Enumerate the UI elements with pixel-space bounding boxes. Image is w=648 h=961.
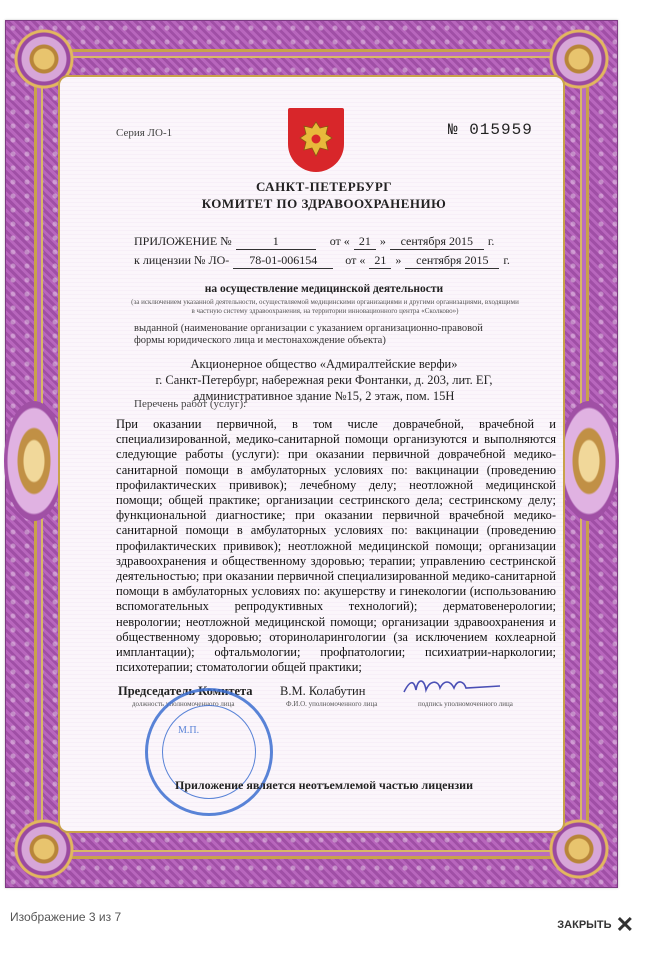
appendix-line: ПРИЛОЖЕНИЕ № 1 от « 21 » сентября 2015 г. — [134, 234, 495, 248]
issued-label: выданной — [134, 323, 179, 334]
issued-block — [134, 323, 514, 347]
date-month-2: сентября 2015 — [405, 253, 499, 269]
stamp-mark: М.П. — [178, 725, 200, 736]
date-suffix: г. — [487, 234, 495, 248]
date-suffix-2: г. — [503, 253, 510, 267]
activity-title: на осуществление медицинской деятельности — [204, 283, 444, 295]
license-label: к лицензии № ЛО- — [134, 253, 230, 267]
document-footer: Приложение является неотъемлемой частью лицензии — [174, 778, 474, 792]
license-number: 78-01-006154 — [233, 253, 333, 269]
signer-name-note: Ф.И.О. уполномоченного лица — [286, 700, 378, 708]
committee-title: КОМИТЕТ ПО ЗДРАВООХРАНЕНИЮ — [201, 196, 447, 211]
issued-note: (наименование организации с указанием организационно-правовой формы юридического лица и местонахождение объекта) — [134, 323, 483, 346]
date-from-label: от « — [329, 234, 350, 248]
signer-title-note: должность уполномоченного лица — [132, 700, 235, 708]
date-month: сентября 2015 — [390, 234, 484, 250]
date-day-2: 21 — [369, 253, 391, 269]
signer-title: Председатель Комитета — [118, 684, 253, 698]
city-title: САНКТ-ПЕТЕРБУРГ — [255, 179, 393, 194]
close-label: ЗАКРЫТЬ — [557, 919, 612, 931]
signature-icon — [400, 670, 510, 702]
signer-name: В.М. Колабутин — [280, 684, 366, 698]
organization-name: Акционерное общество «Адмиралтейские верфи» — [190, 357, 458, 371]
organization-address-2: административное здание №15, 2 этаж, пом. 15Н — [193, 389, 455, 403]
date-day: 21 — [354, 234, 376, 250]
official-seal-icon — [145, 688, 273, 816]
document-number: № 015959 — [448, 121, 533, 139]
activity-note: (за исключением указанной деятельности, осуществляемой медицинскими организациями и другими организациями, входящими в частную систему здравоохранения, на территории инновационного центра «Сколково») — [131, 298, 519, 315]
side-medallion-icon — [4, 401, 64, 521]
date-from-label-2: от « — [345, 253, 366, 267]
license-line: к лицензии № ЛО- 78-01-006154 от « 21 » сентября 2015 г. — [134, 253, 510, 267]
coat-of-arms-icon — [288, 108, 344, 172]
organization-address-1: г. Санкт-Петербург, набережная реки Фонтанки, д. 203, лит. ЕГ, — [155, 373, 493, 387]
close-button[interactable] — [557, 912, 634, 937]
series-label: Серия ЛО-1 — [116, 127, 173, 139]
appendix-label: ПРИЛОЖЕНИЕ № — [134, 234, 232, 248]
side-medallion-icon — [559, 401, 619, 521]
appendix-number: 1 — [236, 234, 316, 250]
services-list-text: При оказании первичной, в том числе доврачебной, врачебной и специализированной, медико-санитарной помощи организуются и выполняются следующие работы (услуги): при оказании первичной доврачебной медико-санитарной помощи в амбулаторных условиях по: вакцинации (проведению профилактических прививок); лечебному делу; неотложной медицинской помощи; общей практике; организации сестринского дела; сестринскому делу; функциональной диагностике; при оказании первичной врачебной медико-санитарной помощи в амбулаторных условиях по: вакцинации (проведению профилактических прививок); неотложной медицинской помощи; организации здравоохранения и общественному здоровью; терапии; управлению сестринской деятельностью; при оказании первичной специализированной медико-санитарной помощи в амбулаторных условиях по: акушерству и гинекологии (использованию вспомогательных репродуктивных технологий); дерматовенерологии; неврологии; неотложной медицинской помощи; организации здравоохранения и общественному здоровью; оториноларингологии (за исключением кохлеарной имплантации); офтальмологии; профпатологии; психиатрии-наркологии; психотерапии; стоматологии общей практики; — [116, 417, 556, 675]
works-label: Перечень работ (услуг): — [134, 398, 247, 410]
close-icon: ✕ — [615, 912, 634, 937]
image-counter: Изображение 3 из 7 — [10, 910, 122, 924]
signature-note: подпись уполномоченного лица — [418, 700, 513, 708]
